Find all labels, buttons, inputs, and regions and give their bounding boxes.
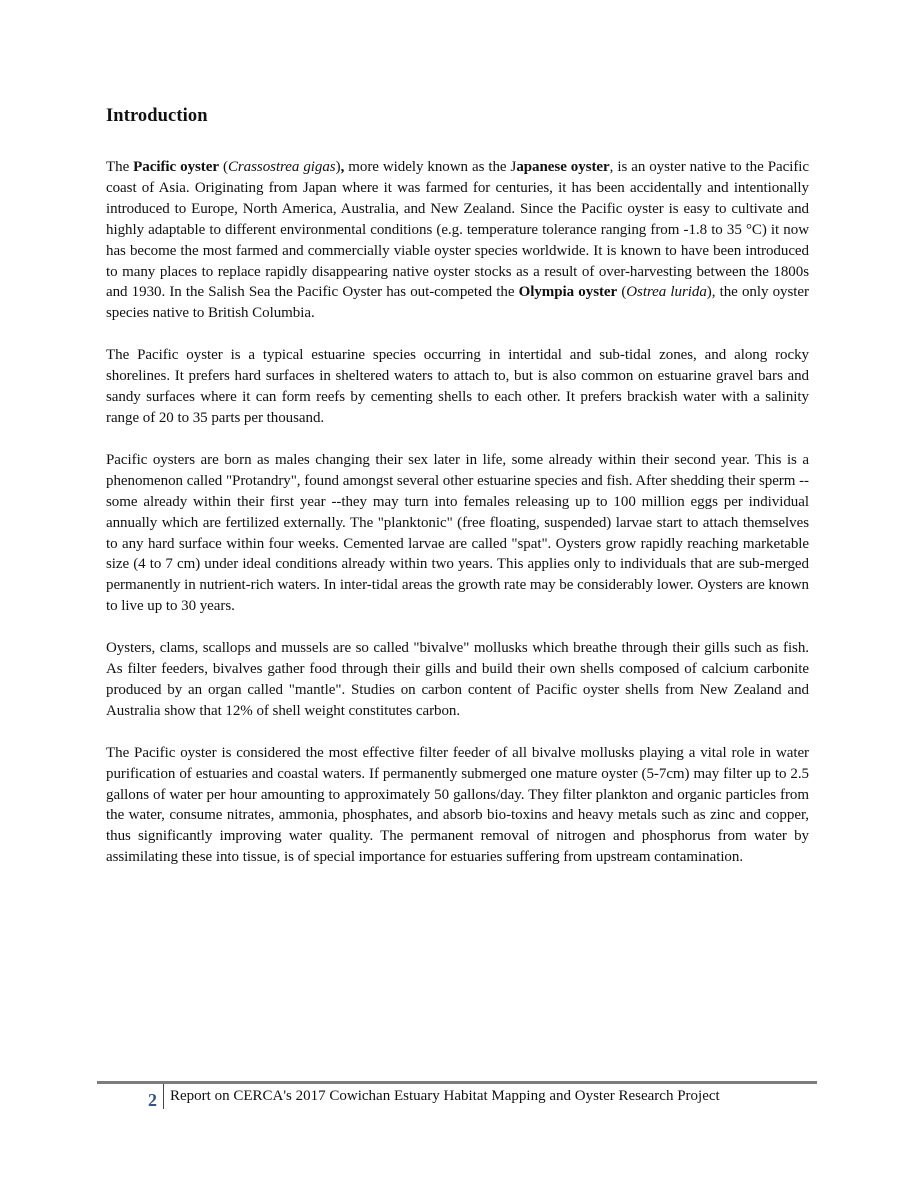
text-run: more widely known as the J [344, 159, 517, 175]
text-run: ) [335, 159, 341, 175]
section-heading: Introduction [106, 106, 208, 126]
text-run: ( [218, 159, 228, 175]
text-run: The Pacific oyster is a typical estuarine species occurring in intertidal and sub-tidal zones, and along rocky shorelines. It prefers hard surfaces in sheltered waters to attach to, but is also common on estuarine gravel bars and sandy surfaces where it can form reefs by cementing shells to each other. It prefers brackish water with a salinity range of 20 to 35 parts per thousand. [106, 347, 809, 426]
page-footer [148, 1084, 720, 1114]
paragraph-3 [106, 450, 809, 617]
running-title: Report on CERCA's 2017 Cowichan Estuary Habitat Mapping and Oyster Research Project [170, 1088, 720, 1104]
bold-term: Olympia oyster [518, 284, 618, 301]
text-run: , is an oyster native to the Pacific coast of Asia. Originating from Japan where it was farmed for centuries, it has been accidentally and intentionally introduced to Europe, North America, Australia, and New Zealand. Since the Pacific oyster is easy to cultivate and highly adaptable to different environmental conditions (e.g. temperature tolerance ranging from -1.8 to 35 °C) it now has become the most farmed and commercially viable oyster species worldwide. It is known to have been introduced to many places to replace rapidly disappearing native oyster stocks as a result of over-harvesting between the 1800s and 1930. In the Salish Sea the Pacific Oyster has out-competed the [106, 159, 809, 301]
page-number: 2 [148, 1090, 157, 1110]
paragraph-2 [106, 345, 809, 429]
bold-term: apanese oyster [516, 159, 610, 175]
footer-separator [163, 1084, 164, 1109]
body-text [106, 157, 809, 868]
paragraph-4 [106, 638, 809, 722]
text-run: ( [617, 284, 627, 301]
text-run: Pacific oysters are born as males changing their sex later in life, some already within their second year. This is a phenomenon called "Protandry", found amongst several other estuarine species and fish. After shedding their sperm --some already within their first year --they may turn into females releasing up to 100 million eggs per individual annually which are fertilized externally. The "planktonic" (free floating, suspended) larvae start to attach themselves to any hard surface within four weeks. Cemented larvae are called "spat". Oysters grow rapidly reaching marketable size (4 to 7 cm) under ideal conditions already within two years. This applies only to individuals that are sub-merged permanently in nutrient-rich waters. In inter-tidal areas the growth rate may be considerably lower. Oysters are known to live up to 30 years. [106, 451, 809, 615]
paragraph-5 [106, 743, 809, 868]
text-run: ), the only oyster species native to British Columbia. [106, 284, 809, 322]
text-run: The Pacific oyster is considered the most effective filter feeder of all bivalve mollusks playing a vital role in water purification of estuaries and coastal waters. If permanently submerged one mature oyster (5-7cm) may filter up to 2.5 gallons of water per hour amounting to approximately 50 gallons/day. They filter plankton and organic particles from the water, consume nitrates, ammonia, phosphates, and absorb bio-toxins and heavy metals such as zinc and copper, thus significantly improving water quality. The permanent removal of nitrogen and phosphorus from water by assimilating these into tissue, is of special importance for estuaries suffering from upstream contamination. [106, 744, 809, 866]
text-run: Oysters, clams, scallops and mussels are so called "bivalve" mollusks which breathe through their gills such as fish. As filter feeders, bivalves gather food through their gills and build their own shells composed of calcium carbonite produced by an organ called "mantle". Studies on carbon content of Pacific oyster shells from New Zealand and Australia show that 12% of shell weight constitutes carbon. [106, 640, 809, 719]
paragraph-1 [106, 157, 809, 324]
bold-term: , [340, 159, 345, 175]
species-name: Crassostrea gigas [227, 159, 336, 175]
species-name: Ostrea lurida [626, 284, 707, 301]
bold-term: Pacific oyster [133, 159, 219, 175]
text-run: The [106, 159, 134, 175]
